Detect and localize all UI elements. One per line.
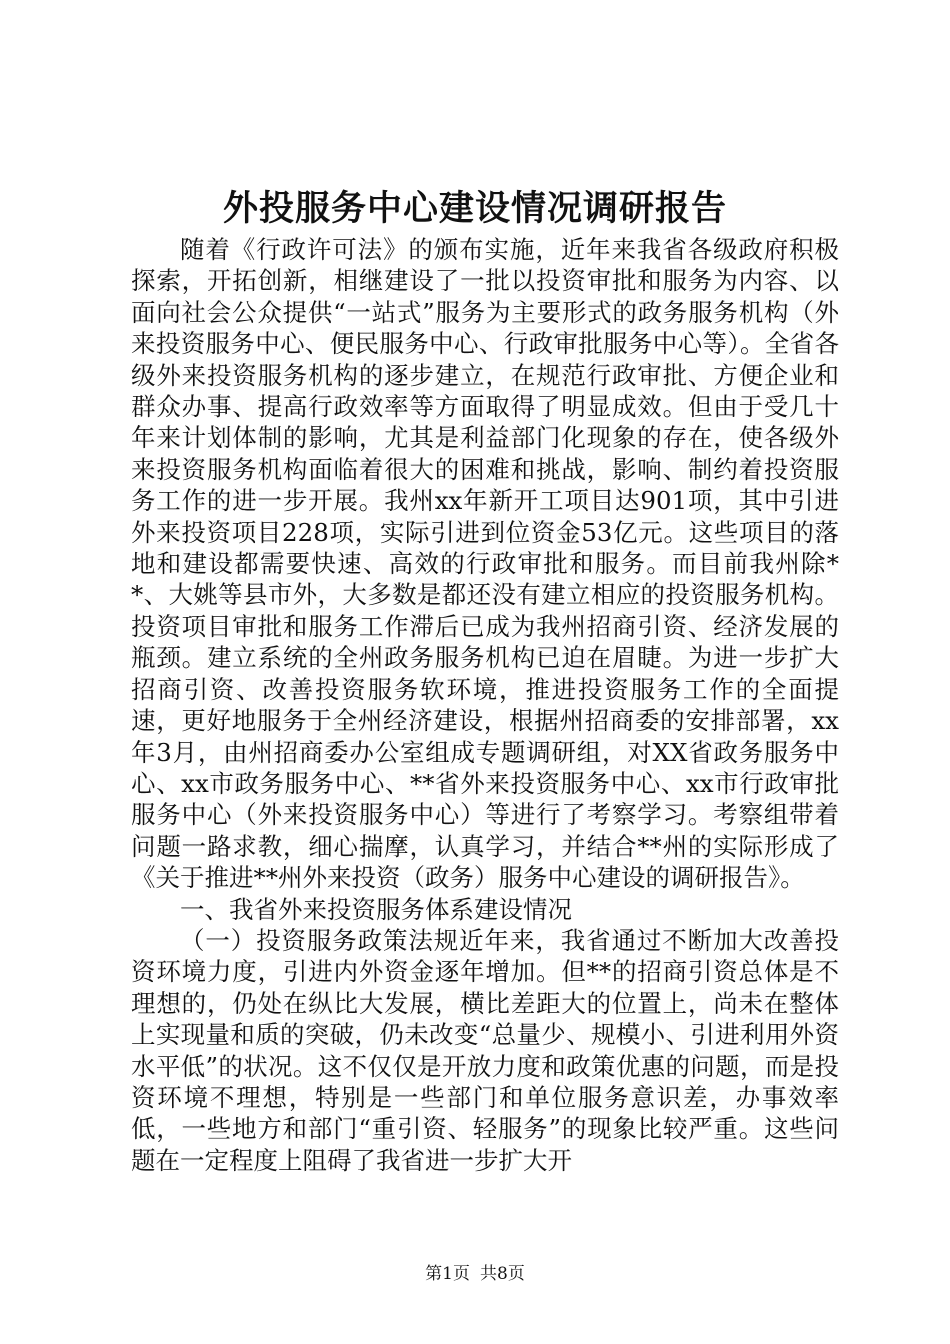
paragraph-subsection-1: （一）投资服务政策法规近年来，我省通过不断加大改善投资环境力度，引进内外资金逐年增加。但**的招商引资总体是不理想的，仍处在纵比大发展，横比差距大的位置上，尚未在整体上实现量和质的突破，仍未改变“总量少、规模小、引进利用外资水平低”的状况。这不仅仅是开放力度和政策优惠的问题，而是投资环境不理想，特别是一些部门和单位服务意识差，办事效率低，一些地方和部门“重引资、轻服务”的现象比较严重。这些问题在一定程度上阻碍了我省进一步扩大开 — [131, 925, 839, 1175]
page-total: 共8页 — [480, 1264, 525, 1284]
page-footer — [0, 1263, 950, 1285]
section-heading: 一、我省外来投资服务体系建设情况 — [180, 894, 572, 924]
document-body — [131, 234, 839, 1176]
page-number: 第1页 — [425, 1264, 470, 1284]
paragraph-intro: 随着《行政许可法》的颁布实施，近年来我省各级政府积极探索，开拓创新，相继建设了一批以投资审批和服务为内容、以面向社会公众提供“一站式”服务为主要形式的政务服务机构（外来投资服务中心、便民服务中心、行政审批服务中心等）。全省各级外来投资服务机构的逐步建立，在规范行政审批、方便企业和群众办事、提高行政效率等方面取得了明显成效。但由于受几十年来计划体制的影响，尤其是利益部门化现象的存在，使各级外来投资服务机构面临着很大的困难和挑战，影响、制约着投资服务工作的进一步开展。我州xx年新开工项目达901项，其中引进外来投资项目228项，实际引进到位资金53亿元。这些项目的落地和建设都需要快速、高效的行政审批和服务。而目前我州除**、大姚等县市外，大多数是都还没有建立相应的投资服务机构。投资项目审批和服务工作滞后已成为我州招商引资、经济发展的瓶颈。建立系统的全州政务服务机构已迫在眉睫。为进一步扩大招商引资、改善投资服务软环境，推进投资服务工作的全面提速，更好地服务于全州经济建设，根据州招商委的安排部署，xx年3月，由州招商委办公室组成专题调研组，对XX省政务服务中心、xx市政务服务中心、**省外来投资服务中心、xx市行政审批服务中心（外来投资服务中心）等进行了考察学习。考察组带着问题一路求教，细心揣摩，认真学习，并结合**州的实际形成了《关于推进**州外来投资（政务）服务中心建设的调研报告》。 — [131, 235, 839, 893]
document-title: 外投服务中心建设情况调研报告 — [222, 188, 727, 229]
